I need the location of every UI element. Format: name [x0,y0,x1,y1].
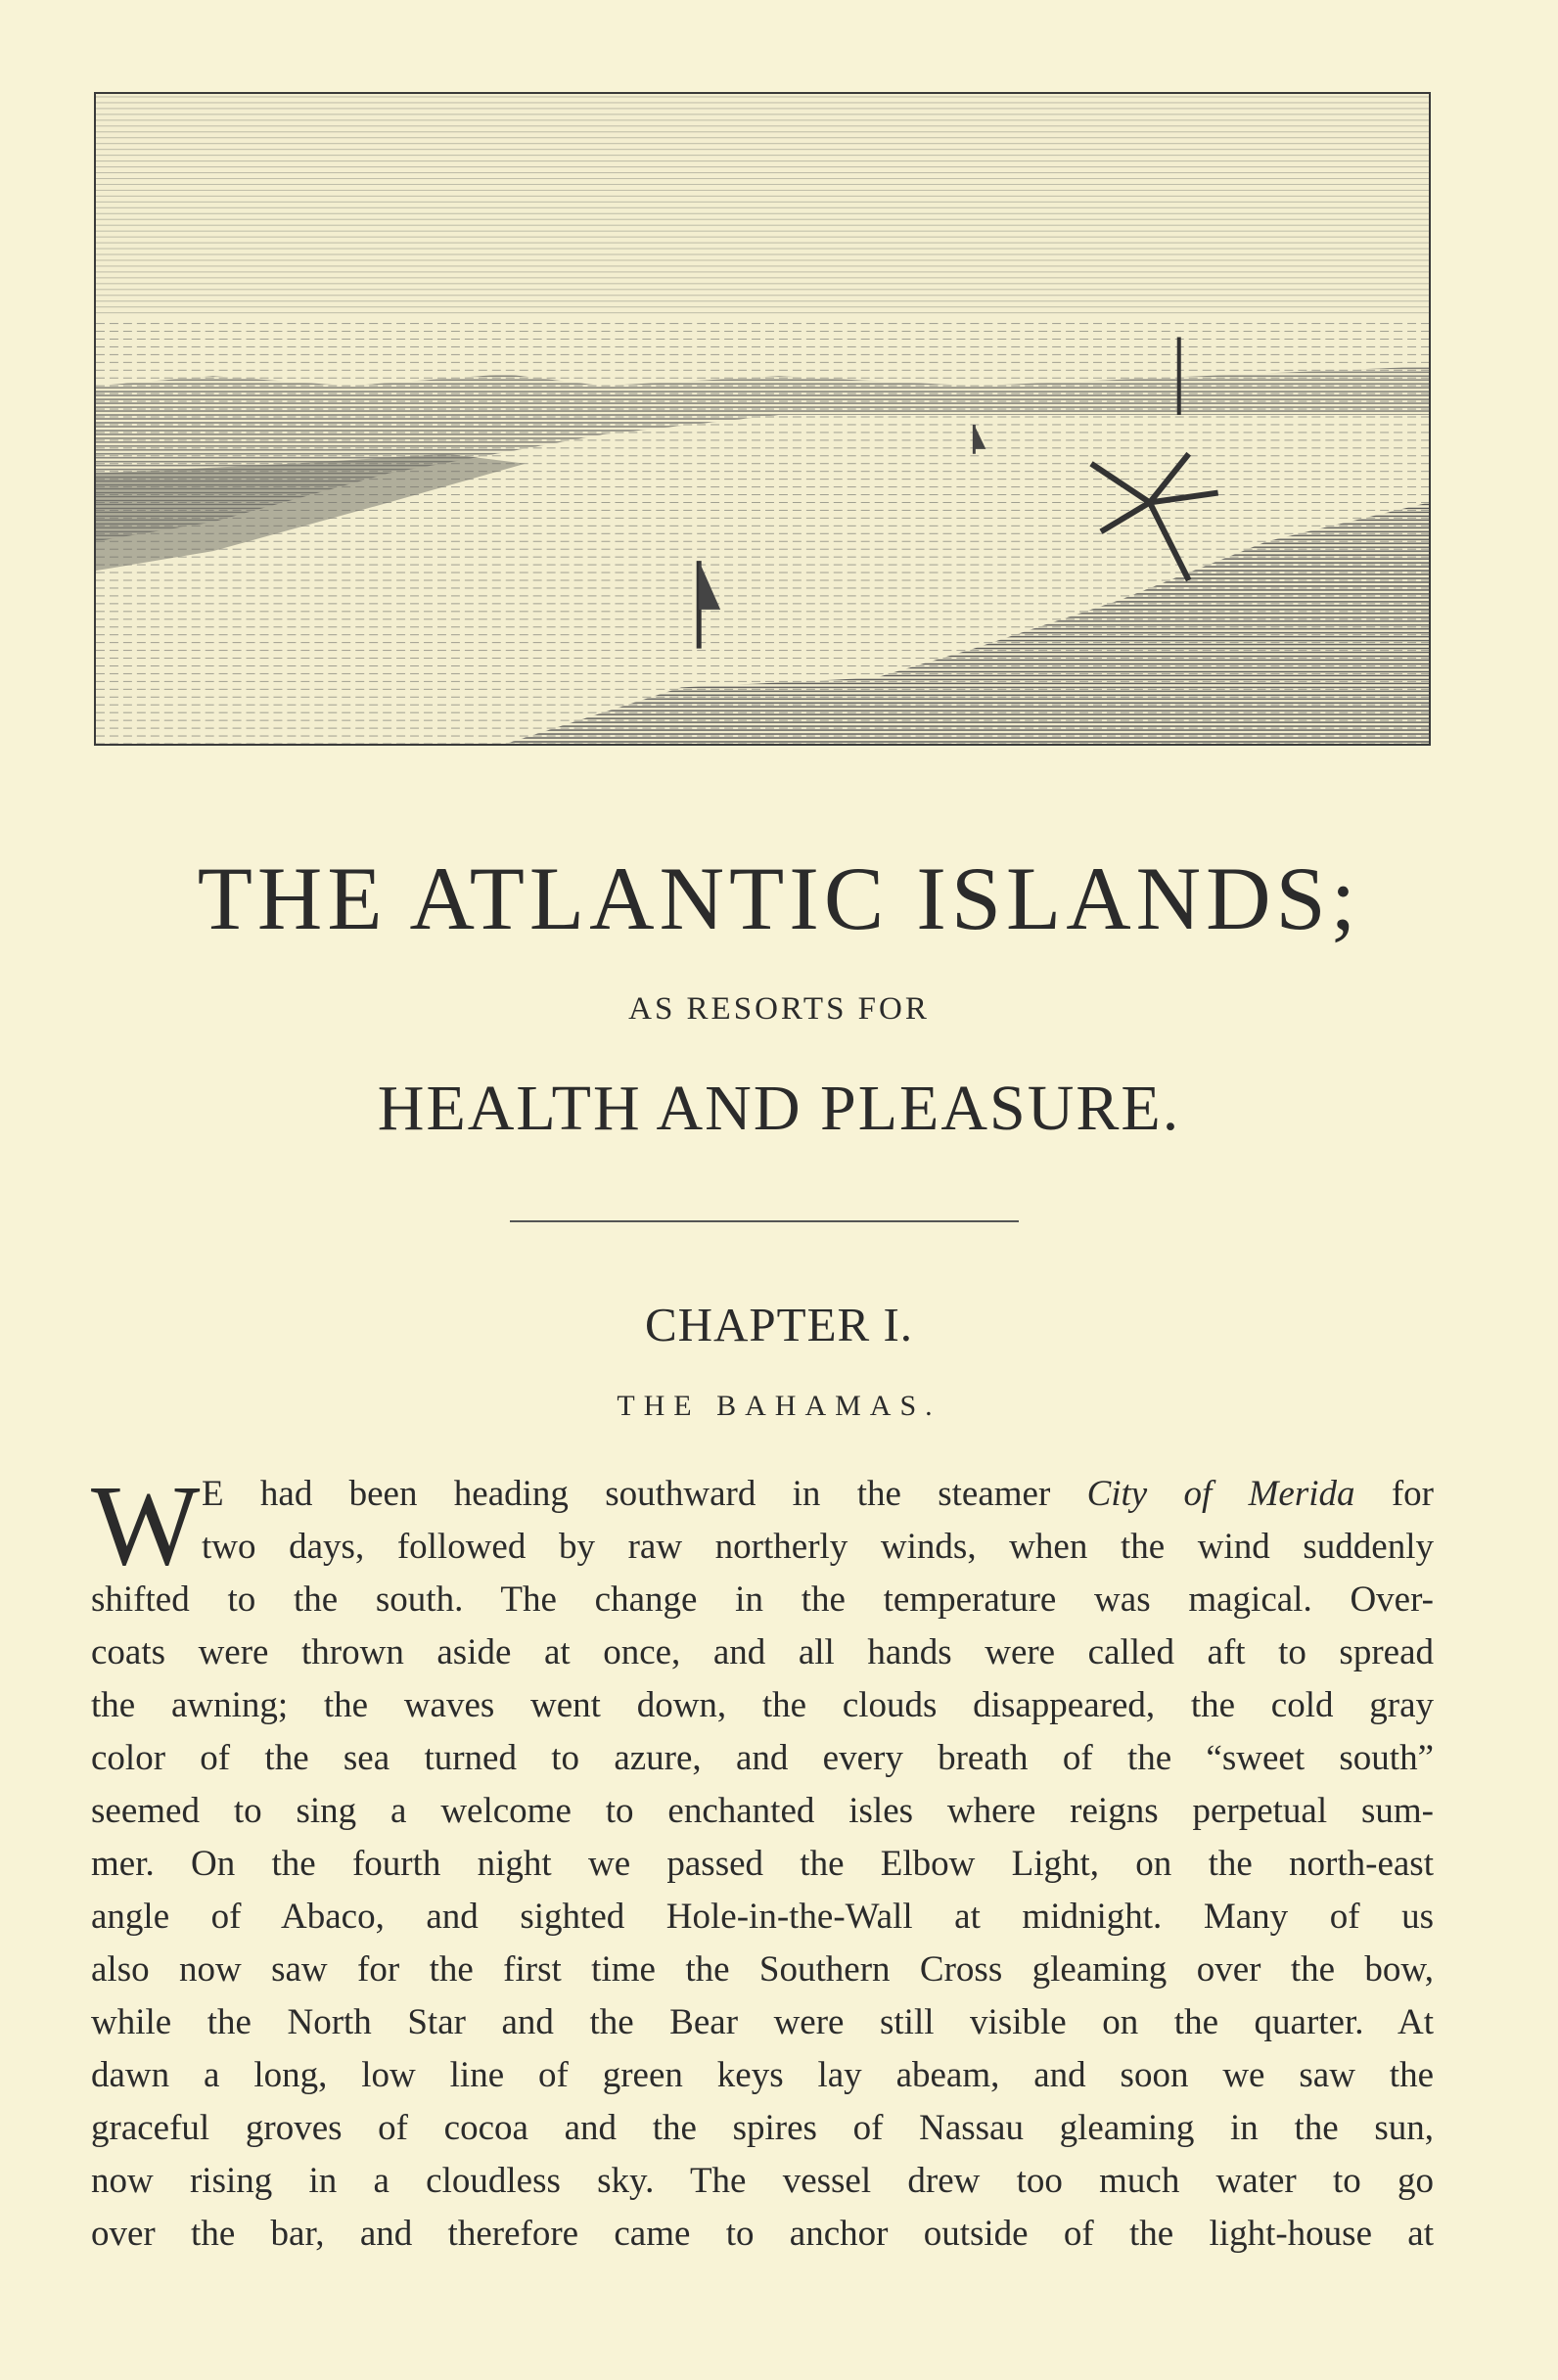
text-line: mer. On the fourth night we passed the Elbow Light, on the north-east [91,1844,1434,1884]
text-line: two days, followed by raw northerly winds, when the wind suddenly [202,1527,1434,1567]
text-line: also now saw for the first time the Southern Cross gleaming over the bow, [91,1949,1434,1990]
text-line: graceful groves of cocoa and the spires of Nassau gleaming in the sun, [91,2108,1434,2148]
text-line: dawn a long, low line of green keys lay abeam, and soon we saw the [91,2055,1434,2095]
chapter-heading: CHAPTER I. [644,1298,914,1351]
text-line: shifted to the south. The change in the temperature was magical. Over- [91,1579,1434,1620]
text-line: color of the sea turned to azure, and every breath of the “sweet south” [91,1738,1434,1778]
body-text [91,1461,1434,2261]
page-title-secondary: HEALTH AND PLEASURE. [377,1073,1181,1144]
drop-cap: W [91,1461,201,1589]
text-line: E had been heading southward in the steamer City of Merida for [202,1474,1434,1514]
harbor-engraving-icon [94,92,1431,746]
text-line: seemed to sing a welcome to enchanted isles where reigns perpetual sum- [91,1791,1434,1831]
text-line: while the North Star and the Bear were still visible on the quarter. At [91,2002,1434,2042]
divider-rule [510,1220,1019,1222]
engraving-art [96,94,1429,744]
section-heading: THE BAHAMAS. [617,1390,941,1422]
text-line: angle of Abaco, and sighted Hole-in-the-Wall at midnight. Many of us [91,1897,1434,1937]
text-line: now rising in a cloudless sky. The vessel drew too much water to go [91,2161,1434,2201]
text-line: over the bar, and therefore came to anchor outside of the light-house at [91,2214,1434,2254]
text-line: the awning; the waves went down, the clouds disappeared, the cold gray [91,1685,1434,1725]
page-title: THE ATLANTIC ISLANDS; [197,848,1361,948]
text-line: coats were thrown aside at once, and all hands were called aft to spread [91,1632,1434,1672]
page-subtitle: AS RESORTS FOR [628,991,930,1027]
